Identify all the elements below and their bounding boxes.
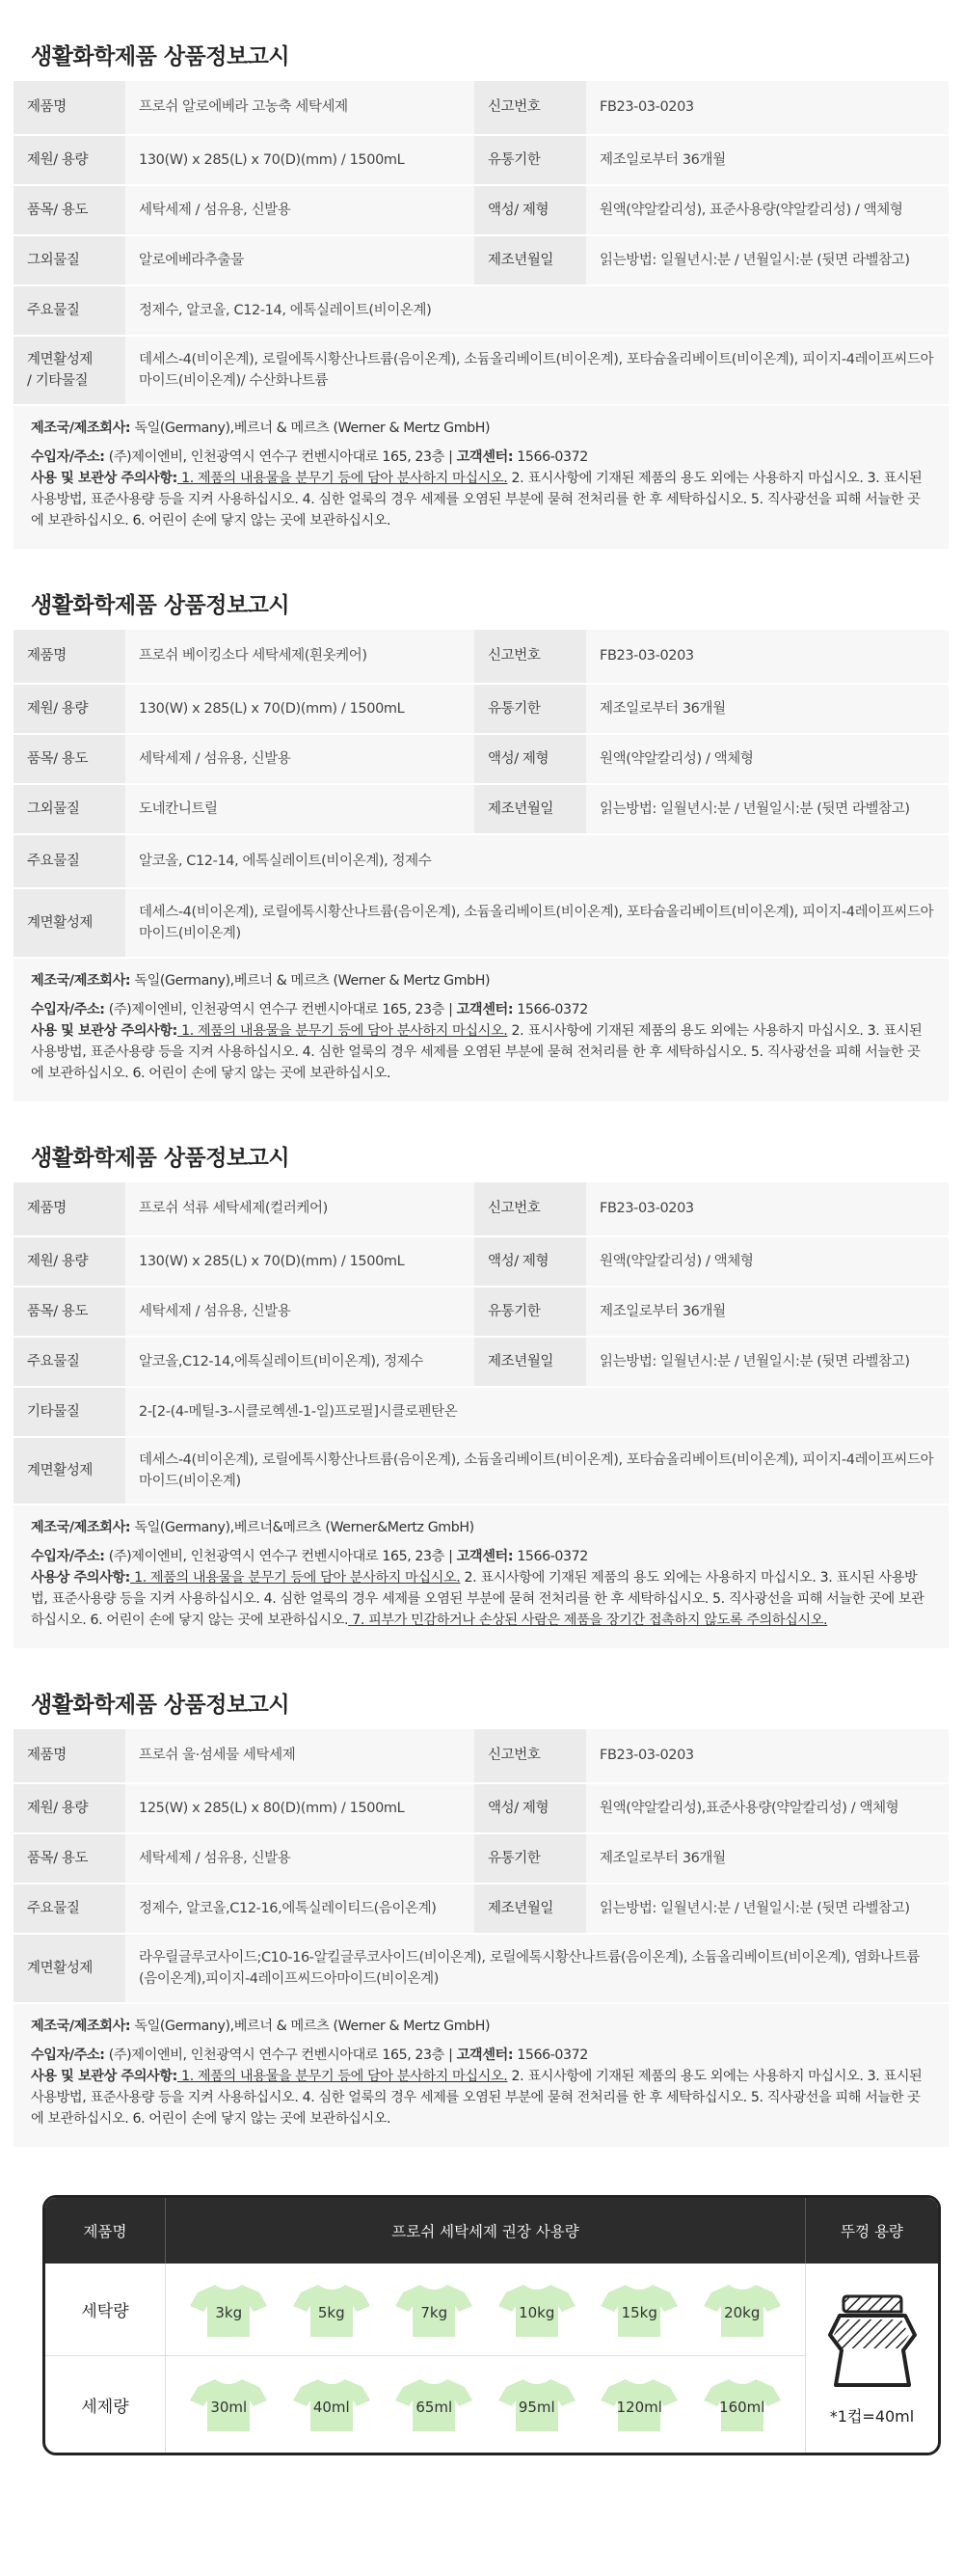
notes <box>13 2004 949 2147</box>
caution-underlined: 1. 제품의 내용물을 분무기 등에 담아 분사하지 마십시오. <box>176 471 508 486</box>
dose-row <box>166 2356 805 2453</box>
t-shirt-icon <box>599 2375 680 2433</box>
cell-value: FB23-03-0203 <box>586 81 949 135</box>
cell-label: 제품명 <box>13 630 125 684</box>
cell-label: 액성/ 제형 <box>474 1783 586 1833</box>
caution-label: 사용 및 보관상 주의사항: <box>31 1023 177 1039</box>
cell-label: 제조년월일 <box>474 1884 586 1934</box>
cell-value: 원액(약알칼리성),표준사용량(약알칼리성) / 액체형 <box>586 1783 949 1833</box>
mfr-label: 제조국/제조회사: <box>31 2019 131 2034</box>
importer-label: 수입자/주소: <box>31 2047 105 2063</box>
cell-value: 정제수, 알코올,C12-16,에톡실레이티드(음이온계) <box>125 1884 474 1934</box>
info-section-1 <box>13 0 949 549</box>
t-shirt-icon <box>496 2375 577 2433</box>
cell-value: 원액(약알칼리성), 표준사용량(약알칼리성) / 액체형 <box>586 185 949 235</box>
cell-label: 품목/ 용도 <box>13 185 125 235</box>
cell-label: 신고번호 <box>474 81 586 135</box>
cell-label: 액성/ 제형 <box>474 185 586 235</box>
cell-value: 세탁세제 / 섬유용, 신발용 <box>125 734 474 784</box>
usage-section <box>13 2147 951 2455</box>
cs-label: 고객센터: <box>456 1549 514 1564</box>
cell-label: 제조년월일 <box>474 784 586 834</box>
cell-value: 프로쉬 울·섬세물 세탁세제 <box>125 1729 474 1783</box>
cell-label: 제원/ 용량 <box>13 1783 125 1833</box>
cell-value: 제조일로부터 36개월 <box>586 1287 949 1337</box>
cell-label: 그외물질 <box>13 235 125 285</box>
cell-label: 주요물질 <box>13 834 125 888</box>
cell-value: 세탁세제 / 섬유용, 신발용 <box>125 1287 474 1337</box>
cs-value: 1566-0372 <box>513 449 588 465</box>
mfr-label: 제조국/제조회사: <box>31 973 131 989</box>
cell-value: 세탁세제 / 섬유용, 신발용 <box>125 1833 474 1884</box>
section-title: 생활화학제품 상품정보고시 <box>31 1146 290 1171</box>
cell-value: 데세스-4(비이온계), 로릴에톡시황산나트륨(음이온계), 소듐올리베이트(비이온계), 포타슘올리베이트(비이온계), 피이지-4레이프씨드아마이드(비이온계)/ 수산화나트륨 <box>125 336 949 405</box>
cell-label: 신고번호 <box>474 630 586 684</box>
cell-label: 품목/ 용도 <box>13 1833 125 1884</box>
caution-underlined: 1. 제품의 내용물을 분무기 등에 담아 분사하지 마십시오. <box>176 2069 508 2084</box>
cell-value: 프로쉬 석류 세탁세제(컬러케어) <box>125 1182 474 1236</box>
cell-value: 원액(약알칼리성) / 액체형 <box>586 1236 949 1287</box>
info-section-2 <box>13 549 949 1101</box>
row-label-dose: 세제량 <box>45 2356 166 2453</box>
cap-icon <box>822 2291 923 2397</box>
cell-label: 계면활성제 <box>13 888 125 958</box>
importer-value: (주)제이엔비, 인천광역시 연수구 컨벤시아대로 165, 23층 | <box>104 2047 457 2063</box>
row-label-load: 세탁량 <box>45 2264 166 2356</box>
cell-label: 제조년월일 <box>474 235 586 285</box>
cell-label: 신고번호 <box>474 1729 586 1783</box>
cell-value: 130(W) x 285(L) x 70(D)(mm) / 1500mL <box>125 1236 474 1287</box>
cell-value: FB23-03-0203 <box>586 1729 949 1783</box>
cell-value: 세탁세제 / 섬유용, 신발용 <box>125 185 474 235</box>
caution-underlined: 1. 제품의 내용물을 분무기 등에 담아 분사하지 마십시오. <box>129 1570 461 1586</box>
dose-value: 120ml <box>616 2399 662 2416</box>
cell-label: 유통기한 <box>474 1287 586 1337</box>
cell-label: 주요물질 <box>13 1337 125 1387</box>
cell-value: 데세스-4(비이온계), 로릴에톡시황산나트륨(음이온계), 소듐올리베이트(비이온계), 포타슘올리베이트(비이온계), 피이지-4레이프씨드아마이드(비이온계) <box>125 888 949 958</box>
cell-value: 원액(약알칼리성) / 액체형 <box>586 734 949 784</box>
load-value: 3kg <box>215 2303 243 2321</box>
header-recommended: 프로쉬 세탁세제 권장 사용량 <box>166 2198 806 2264</box>
cell-value: 130(W) x 285(L) x 70(D)(mm) / 1500mL <box>125 684 474 734</box>
mfr-label: 제조국/제조회사: <box>31 420 131 436</box>
load-value: 7kg <box>420 2303 448 2321</box>
importer-value: (주)제이엔비, 인천광역시 연수구 컨벤시아대로 165, 23층 | <box>104 449 457 465</box>
caution-label: 사용상 주의사항: <box>31 1570 130 1586</box>
info-table <box>13 630 949 959</box>
caution-text: 2. 표시사항에 기재된 제품의 용도 외에는 사용하지 마십시오. 3. 표시된 사용방법, 표준사용량 등을 지켜 사용하십시오. 4. 심한 얼룩의 경우 세제를 오염된 부분에 묻혀 전처리를 한 후 세탁하십시오. 5. 직사광선을 피해 서늘한 곳에 보관하십시오. 6. 어린이 손에 닿지 않는 곳에 보관하십시오. <box>31 471 923 529</box>
dose-value: 65ml <box>415 2399 453 2416</box>
cs-value: 1566-0372 <box>513 1549 588 1564</box>
caution-text: 2. 표시사항에 기재된 제품의 용도 외에는 사용하지 마십시오. 3. 표시된 사용방법, 표준사용량 등을 지켜 사용하십시오. 4. 심한 얼룩의 경우 세제를 오염된 부분에 묻혀 전처리를 한 후 세탁하십시오. 5. 직사광선을 피해 서늘한 곳에 보관하십시오. 6. 어린이 손에 닿지 않는 곳에 보관하십시오. <box>31 2069 923 2127</box>
dose-value: 40ml <box>312 2399 350 2416</box>
cell-label: 주요물질 <box>13 1884 125 1934</box>
cell-value: FB23-03-0203 <box>586 1182 949 1236</box>
cell-label: 액성/ 제형 <box>474 734 586 784</box>
cell-value: 읽는방법: 일월년시:분 / 년월일시:분 (뒷면 라벨참고) <box>586 1337 949 1387</box>
cell-value: 130(W) x 285(L) x 70(D)(mm) / 1500mL <box>125 135 474 185</box>
cell-value: 알코올,C12-14,에톡실레이트(비이온계), 정제수 <box>125 1337 474 1387</box>
notes <box>13 959 949 1101</box>
info-section-3 <box>13 1101 949 1648</box>
cell-label: 제품명 <box>13 1729 125 1783</box>
importer-label: 수입자/주소: <box>31 1549 105 1564</box>
cs-value: 1566-0372 <box>513 1002 588 1017</box>
cell-label: 제품명 <box>13 81 125 135</box>
cell-label: 품목/ 용도 <box>13 734 125 784</box>
t-shirt-icon <box>291 2281 372 2339</box>
t-shirt-icon <box>393 2375 474 2433</box>
cs-label: 고객센터: <box>456 449 514 465</box>
cell-label: 액성/ 제형 <box>474 1236 586 1287</box>
cell-label: 유통기한 <box>474 684 586 734</box>
cell-label: 신고번호 <box>474 1182 586 1236</box>
cell-value: 2-[2-(4-메틸-3-시클로헥센-1-일)프로필]시클로펜탄온 <box>125 1387 949 1437</box>
load-value: 20kg <box>724 2303 761 2321</box>
cell-value: FB23-03-0203 <box>586 630 949 684</box>
caution-label: 사용 및 보관상 주의사항: <box>31 471 177 486</box>
header-cap: 뚜껑 용량 <box>841 2223 903 2240</box>
mfr-label: 제조국/제조회사: <box>31 1520 131 1535</box>
caution-underlined-2: 7. 피부가 민감하거나 손상된 사람은 제품을 장기간 접촉하지 않도록 주의하십시오. <box>348 1613 828 1628</box>
caution-text: 2. 표시사항에 기재된 제품의 용도 외에는 사용하지 마십시오. 3. 표시된 사용방법, 표준사용량 등을 지켜 사용하십시오. 4. 심한 얼룩의 경우 세제를 오염된 부분에 묻혀 전처리를 한 후 세탁하십시오. 5. 직사광선을 피해 서늘한 곳에 보관하십시오. 6. 어린이 손에 닿지 않는 곳에 보관하십시오. <box>31 1570 924 1628</box>
info-table <box>13 81 949 406</box>
cell-label: 제원/ 용량 <box>13 1236 125 1287</box>
cell-label: 계면활성제 <box>13 1934 125 2003</box>
notes <box>13 406 949 549</box>
mfr-value: 독일(Germany),베르너 & 메르츠 (Werner & Mertz GmbH) <box>130 420 491 436</box>
usage-table <box>42 2195 941 2455</box>
t-shirt-icon <box>188 2281 269 2339</box>
cap-cell <box>806 2264 938 2453</box>
cell-label: 계면활성제 <box>13 1437 125 1505</box>
cell-label: 기타물질 <box>13 1387 125 1437</box>
t-shirt-icon <box>599 2281 680 2339</box>
cell-value: 라우릴글루코사이드;C10-16-알킬글루코사이드(비이온계), 로릴에톡시황산나트륨(음이온계), 소듐올리베이트(비이온계), 염화나트륨(음이온계),피이지-4레이프씨드아마이드(비이온계) <box>125 1934 949 2003</box>
cell-value: 데세스-4(비이온계), 로릴에톡시황산나트륨(음이온계), 소듐올리베이트(비이온계), 포타슘올리베이트(비이온계), 피이지-4레이프씨드아마이드(비이온계) <box>125 1437 949 1505</box>
cell-label: 계면활성제 / 기타물질 <box>13 336 125 405</box>
cell-value: 알코올, C12-14, 에톡실레이트(비이온계), 정제수 <box>125 834 949 888</box>
cs-label: 고객센터: <box>456 2047 514 2063</box>
cap-label: *1컵=40ml <box>829 2406 915 2426</box>
cell-label: 그외물질 <box>13 784 125 834</box>
t-shirt-icon <box>393 2281 474 2339</box>
t-shirt-icon <box>496 2281 577 2339</box>
cell-value: 정제수, 알코올, C12-14, 에톡실레이트(비이온계) <box>125 285 949 336</box>
section-title: 생활화학제품 상품정보고시 <box>31 1693 290 1718</box>
caution-text: 2. 표시사항에 기재된 제품의 용도 외에는 사용하지 마십시오. 3. 표시된 사용방법, 표준사용량 등을 지켜 사용하십시오. 4. 심한 얼룩의 경우 세제를 오염된 부분에 묻혀 전처리를 한 후 세탁하십시오. 5. 직사광선을 피해 서늘한 곳에 보관하십시오. 6. 어린이 손에 닿지 않는 곳에 보관하십시오. <box>31 1023 923 1081</box>
cell-value: 알로에베라추출물 <box>125 235 474 285</box>
t-shirt-icon <box>702 2281 783 2339</box>
cs-value: 1566-0372 <box>513 2047 588 2063</box>
mfr-value: 독일(Germany),베르너 & 메르츠 (Werner & Mertz GmbH) <box>130 973 491 989</box>
notes <box>13 1505 949 1648</box>
cell-label: 유통기한 <box>474 135 586 185</box>
cell-value: 도네칸니트릴 <box>125 784 474 834</box>
info-section-4 <box>13 1648 949 2147</box>
mfr-value: 독일(Germany),베르너&메르츠 (Werner&Mertz GmbH) <box>130 1520 474 1535</box>
importer-label: 수입자/주소: <box>31 1002 105 1017</box>
section-title: 생활화학제품 상품정보고시 <box>31 593 290 618</box>
mfr-value: 독일(Germany),베르너 & 메르츠 (Werner & Mertz GmbH) <box>130 2019 491 2034</box>
caution-label: 사용 및 보관상 주의사항: <box>31 2069 177 2084</box>
caution-underlined: 1. 제품의 내용물을 분무기 등에 담아 분사하지 마십시오. <box>176 1023 508 1039</box>
dose-value: 30ml <box>210 2399 248 2416</box>
cs-label: 고객센터: <box>456 1002 514 1017</box>
dose-value: 95ml <box>518 2399 555 2416</box>
cell-label: 품목/ 용도 <box>13 1287 125 1337</box>
importer-value: (주)제이엔비, 인천광역시 연수구 컨벤시아대로 165, 23층 | <box>104 1549 457 1564</box>
cell-value: 125(W) x 285(L) x 80(D)(mm) / 1500mL <box>125 1783 474 1833</box>
t-shirt-icon <box>702 2375 783 2433</box>
cell-label: 제원/ 용량 <box>13 135 125 185</box>
load-value: 15kg <box>621 2303 657 2321</box>
info-table <box>13 1729 949 2004</box>
cell-value: 읽는방법: 일월년시:분 / 년월일시:분 (뒷면 라벨참고) <box>586 235 949 285</box>
cell-value: 제조일로부터 36개월 <box>586 1833 949 1884</box>
header-product: 제품명 <box>45 2198 166 2264</box>
cell-label: 제품명 <box>13 1182 125 1236</box>
cell-label: 주요물질 <box>13 285 125 336</box>
cell-value: 제조일로부터 36개월 <box>586 684 949 734</box>
cell-value: 프로쉬 알로에베라 고농축 세탁세제 <box>125 81 474 135</box>
info-table <box>13 1182 949 1505</box>
usage-header <box>45 2198 938 2264</box>
section-title: 생활화학제품 상품정보고시 <box>31 44 290 69</box>
dose-value: 160ml <box>719 2399 765 2416</box>
importer-value: (주)제이엔비, 인천광역시 연수구 컨벤시아대로 165, 23층 | <box>104 1002 457 1017</box>
cell-label: 유통기한 <box>474 1833 586 1884</box>
t-shirt-icon <box>188 2375 269 2433</box>
importer-label: 수입자/주소: <box>31 449 105 465</box>
cell-value: 프로쉬 베이킹소다 세탁세제(흰옷케어) <box>125 630 474 684</box>
cell-value: 제조일로부터 36개월 <box>586 135 949 185</box>
cell-label: 제원/ 용량 <box>13 684 125 734</box>
cell-label: 제조년월일 <box>474 1337 586 1387</box>
load-value: 10kg <box>519 2303 555 2321</box>
load-row <box>166 2264 805 2356</box>
cell-value: 읽는방법: 일월년시:분 / 년월일시:분 (뒷면 라벨참고) <box>586 784 949 834</box>
load-value: 5kg <box>317 2303 345 2321</box>
cell-value: 읽는방법: 일월년시:분 / 년월일시:분 (뒷면 라벨참고) <box>586 1884 949 1934</box>
t-shirt-icon <box>291 2375 372 2433</box>
